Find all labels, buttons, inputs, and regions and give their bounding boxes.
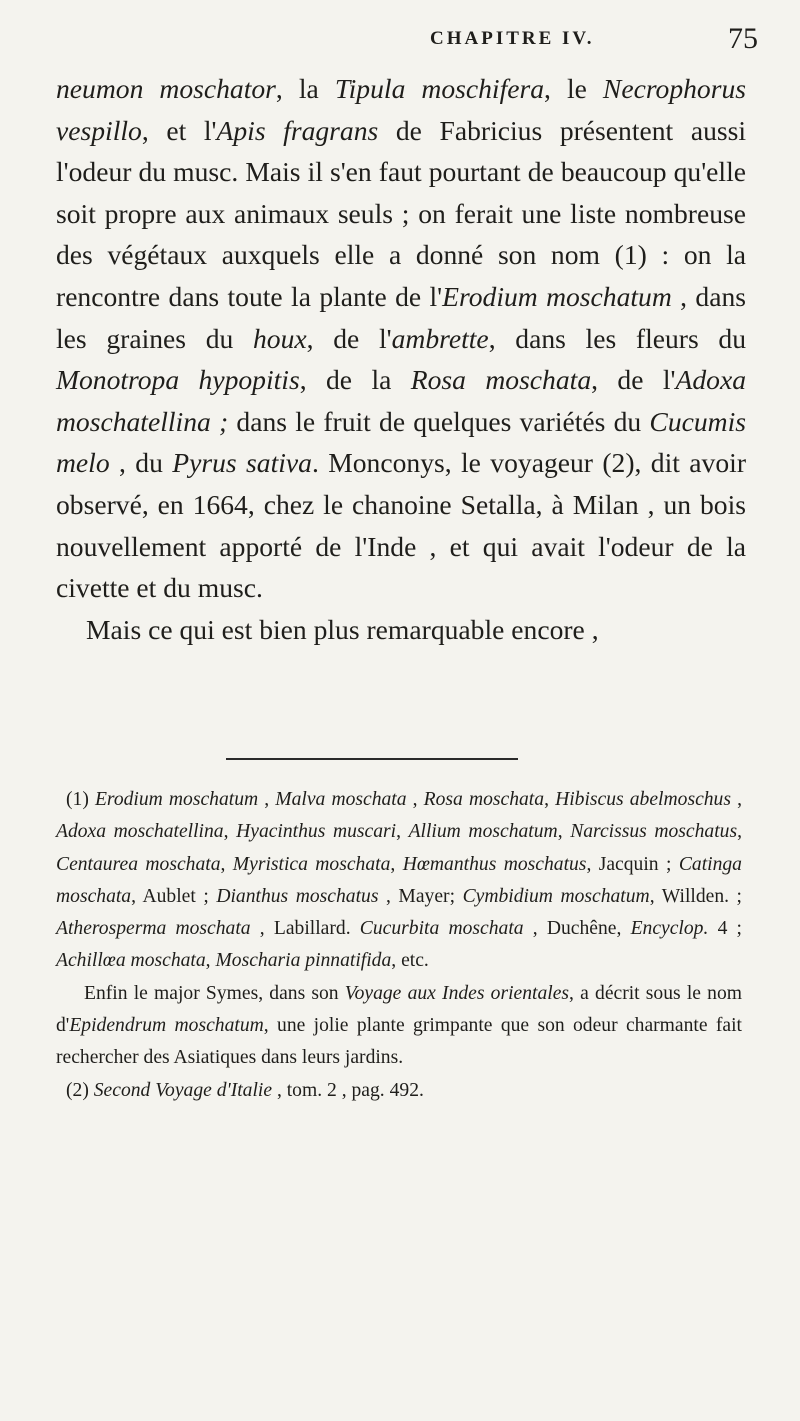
- text-run: , Mayer;: [378, 885, 463, 907]
- italic-text-run: Achillœa moschata: [56, 950, 206, 972]
- italic-text-run: Allium moschatum: [408, 821, 558, 843]
- italic-text-run: Monotropa hypopitis: [56, 364, 300, 396]
- italic-text-run: Epidendrum moschatum: [69, 1015, 264, 1037]
- text-run: ,: [223, 821, 237, 843]
- text-run: (1): [66, 789, 95, 810]
- text-run: ,: [258, 789, 276, 810]
- text-run: , une jolie plante grimpante que son odeur charmante fait rechercher des Asiatiques dans leurs jardins.: [56, 1015, 742, 1069]
- italic-text-run: Dianthus moschatus: [216, 885, 379, 907]
- italic-text-run: Adoxa moschatellina ;: [56, 364, 746, 437]
- italic-text-run: Hibiscus abelmoschus: [555, 789, 731, 810]
- text-run: , etc.: [391, 950, 429, 972]
- text-run: , a décrit sous le nom d': [56, 982, 743, 1037]
- italic-text-run: Erodium moschatum: [94, 789, 259, 810]
- page-number: 75: [728, 22, 758, 55]
- italic-text-run: Malva moschata: [275, 789, 407, 810]
- text-run: ,: [390, 853, 403, 875]
- italic-text-run: Cucumis melo: [56, 405, 746, 479]
- text-run: ,: [406, 789, 424, 810]
- text-run: , et l': [141, 114, 217, 146]
- text-run: 4 ;: [708, 918, 743, 940]
- text-run: , dans les graines du: [56, 280, 746, 354]
- text-run: ,: [730, 789, 742, 810]
- text-run: , Willden. ;: [649, 885, 742, 907]
- text-run: Mais ce qui est bien plus remarquable encore ,: [86, 613, 599, 645]
- footnote-1-continuation: [56, 978, 742, 1075]
- italic-text-run: Catinga moschata: [56, 853, 742, 907]
- body-paragraph: [56, 68, 746, 609]
- text-run: ,: [557, 821, 571, 843]
- text-run: (2): [66, 1079, 94, 1101]
- italic-text-run: Rosa moschata: [410, 364, 592, 396]
- text-run: . Monconys, le voyageur (2), dit avoir observé, en 1664, chez le chanoine Setalla, à Milan , un bois nouvellement apporté de l'Inde , et qui avait l'odeur de la civette et du musc.: [56, 447, 747, 604]
- text-run: ,: [205, 950, 216, 972]
- text-run: , Duchêne,: [523, 918, 631, 940]
- italic-text-run: Encyclop.: [630, 918, 709, 940]
- italic-text-run: Adoxa moschatellina: [56, 821, 224, 843]
- italic-text-run: Moscharia pinnatifida: [215, 950, 392, 972]
- text-run: , du: [109, 447, 173, 479]
- italic-text-run: Hœmanthus moschatus: [402, 853, 587, 875]
- text-run: Enfin le major Symes, dans son: [84, 982, 345, 1004]
- text-run: , la: [275, 73, 335, 104]
- italic-text-run: Centaurea moschata: [56, 853, 221, 875]
- italic-text-run: Tipula moschifera: [334, 73, 545, 104]
- text-run: ,: [396, 821, 409, 843]
- text-run: , de la: [299, 364, 411, 396]
- main-text: [56, 68, 746, 650]
- text-run: dans le fruit de quelques variétés du: [228, 405, 650, 437]
- running-head: CHAPITRE IV.: [430, 28, 595, 49]
- text-run: , Aublet ;: [131, 885, 217, 907]
- text-run: , dans les fleurs du: [488, 322, 746, 354]
- footnote-divider: [226, 758, 518, 760]
- text-run: , tom. 2 , pag. 492.: [272, 1079, 424, 1101]
- footnotes: [56, 784, 742, 1107]
- italic-text-run: Myristica moschata: [232, 853, 391, 875]
- italic-text-run: Apis fragrans: [216, 114, 379, 146]
- body-paragraph: [56, 609, 746, 651]
- italic-text-run: Rosa moschata: [423, 789, 545, 810]
- italic-text-run: Cucurbita moschata: [359, 918, 524, 940]
- text-run: ,: [544, 789, 556, 810]
- italic-text-run: Pyrus sativa: [172, 447, 312, 479]
- italic-text-run: Narcissus moschatus: [570, 821, 738, 843]
- italic-text-run: Voyage aux Indes orientales: [344, 982, 570, 1004]
- text-run: ,: [220, 853, 233, 875]
- italic-text-run: Hyacinthus muscari: [236, 821, 397, 843]
- italic-text-run: houx: [253, 322, 307, 354]
- text-run: , Jacquin ;: [586, 853, 679, 875]
- italic-text-run: Atherosperma moschata: [56, 918, 251, 940]
- text-run: , le: [544, 73, 603, 104]
- italic-text-run: ambrette: [391, 322, 489, 354]
- italic-text-run: neumon moschator: [56, 73, 276, 104]
- italic-text-run: Erodium moschatum: [442, 280, 672, 312]
- footnote-2: [56, 1075, 742, 1107]
- text-run: , de l': [306, 322, 392, 354]
- footnote-1: [56, 784, 742, 978]
- text-run: de Fabricius présentent aussi l'odeur du musc. Mais il s'en faut pourtant de beaucoup qu'elle soit propre aux animaux seuls ; on ferait une liste nombreuse des végétaux auxquels elle a donné son nom (1) : on la rencontre dans toute la plante de l': [56, 114, 747, 312]
- italic-text-run: Necrophorus vespillo: [56, 73, 746, 146]
- italic-text-run: Cymbidium moschatum: [462, 885, 650, 907]
- text-run: ,: [737, 821, 742, 843]
- text-run: , Labillard.: [250, 918, 360, 940]
- italic-text-run: Second Voyage d'Italie: [93, 1079, 273, 1101]
- text-run: , de l': [591, 364, 676, 396]
